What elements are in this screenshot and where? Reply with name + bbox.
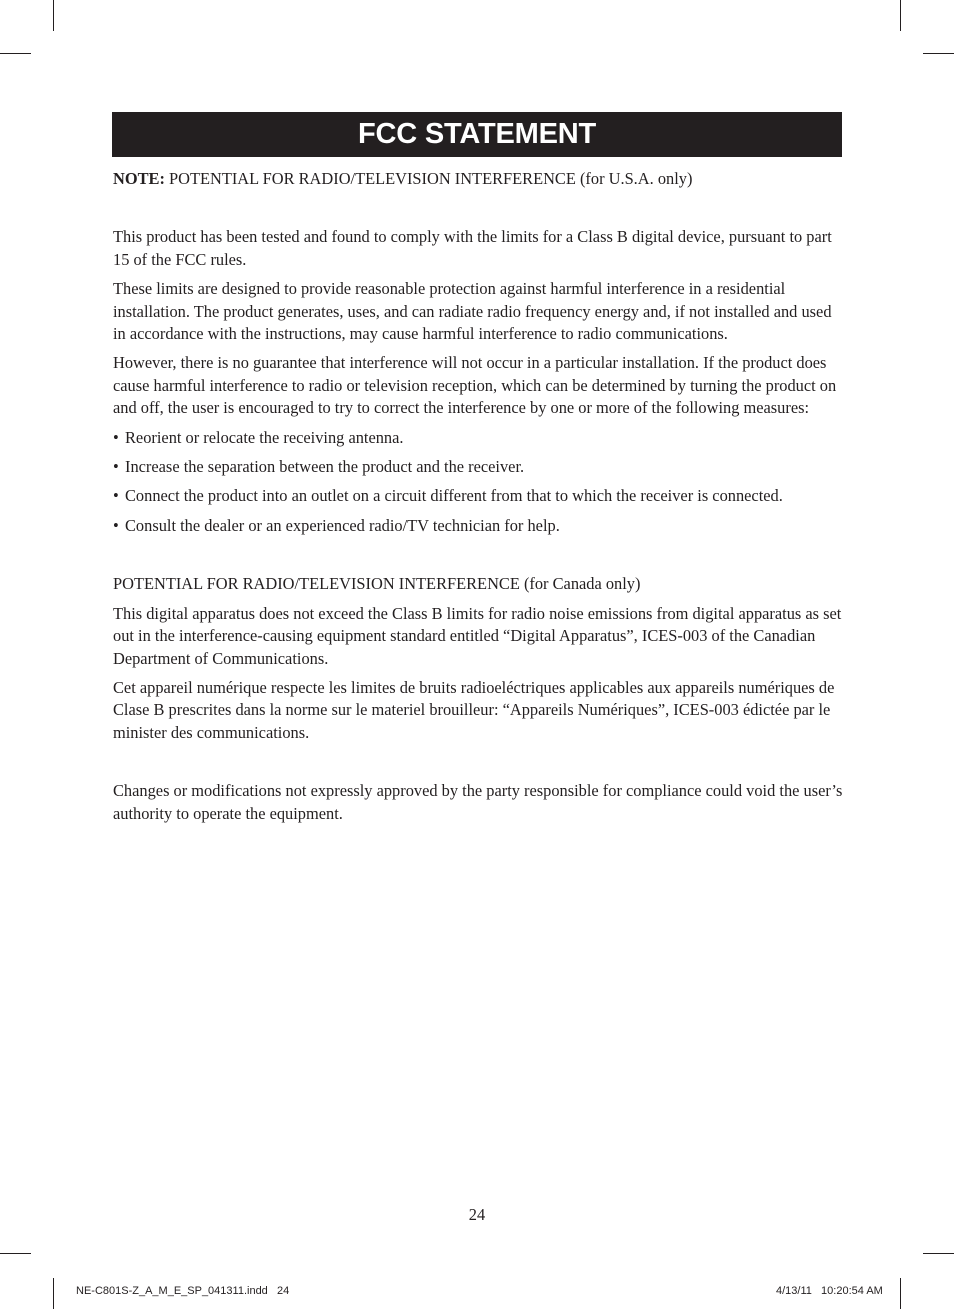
crop-mark-bottom-right-horizontal — [923, 1253, 954, 1254]
changes-warning: Changes or modifications not expressly approved by the party responsible for compliance could void the user’s authority to operate the equipment. — [113, 781, 843, 823]
crop-mark-bottom-left-horizontal — [0, 1253, 31, 1254]
page-title-bar — [112, 112, 842, 157]
measure-list-item — [113, 456, 848, 478]
bullet-icon: • — [113, 486, 119, 506]
usa-paragraph-limits: These limits are designed to provide reasonable protection against harmful interference in a residential installation. The product generates, uses, and can radiate radio frequency energy and, if not installed and used in accordance with the instructions, may cause harmful interference to radio communications. — [113, 279, 832, 344]
measure-text: Consult the dealer or an experienced radio/TV technician for help. — [125, 515, 560, 535]
note-line — [113, 168, 848, 190]
usa-paragraph-compliance: This product has been tested and found to comply with the limits for a Class B digital device, pursuant to part 15 of the FCC rules. — [113, 227, 832, 269]
page-title: FCC STATEMENT — [358, 118, 596, 150]
print-timestamp: 4/13/11 10:20:54 AM — [776, 1285, 883, 1297]
measure-list-item — [113, 515, 848, 537]
crop-mark-top-left-horizontal — [0, 53, 31, 54]
note-label: NOTE: — [113, 169, 165, 188]
measure-text: Connect the product into an outlet on a circuit different from that to which the receiver is connected. — [125, 486, 783, 506]
bullet-icon: • — [113, 427, 119, 447]
measure-text: Increase the separation between the product and the receiver. — [125, 457, 525, 477]
measure-list-item — [113, 427, 848, 449]
crop-mark-bottom-right-vertical — [900, 1278, 901, 1309]
note-text: POTENTIAL FOR RADIO/TELEVISION INTERFERENCE (for U.S.A. only) — [164, 169, 693, 188]
canada-heading: POTENTIAL FOR RADIO/TELEVISION INTERFERENCE (for Canada only) — [113, 574, 641, 594]
section-spacer — [113, 751, 848, 780]
canada-paragraph-english: This digital apparatus does not exceed the Class B limits for radio noise emissions from digital apparatus as set out in the interference-causing equipment standard entitled “Digital Apparatus”, ICES-003 of the Canadian Department of Communications. — [113, 603, 842, 668]
crop-mark-bottom-left-vertical — [53, 1278, 54, 1309]
bullet-icon: • — [113, 457, 119, 477]
file-slug: NE-C801S-Z_A_M_E_SP_041311.indd 24 — [76, 1285, 290, 1297]
measure-list-item — [113, 485, 848, 507]
fcc-statement-body — [113, 168, 848, 832]
measure-text: Reorient or relocate the receiving antenna. — [125, 427, 404, 447]
canada-paragraph-french: Cet appareil numérique respecte les limites de bruits radioeléctriques applicables aux appareils numériques de Clase B prescrites dans la norme sur le materiel brouilleur: “Appareils Numériques”, ICES-003 édictée par le minister des communications. — [113, 677, 835, 742]
section-spacer — [113, 544, 848, 573]
page-number: 24 — [468, 1205, 486, 1224]
crop-mark-top-left-vertical — [53, 0, 54, 31]
crop-mark-top-right-horizontal — [923, 53, 954, 54]
crop-mark-top-right-vertical — [900, 0, 901, 31]
usa-paragraph-guarantee: However, there is no guarantee that interference will not occur in a particular installation. If the product does cause harmful interference to radio or television reception, which can be determined by turning the product on and off, the user is encouraged to try to correct the interference by one or more of the following measures: — [113, 353, 837, 418]
bullet-icon: • — [113, 515, 119, 535]
